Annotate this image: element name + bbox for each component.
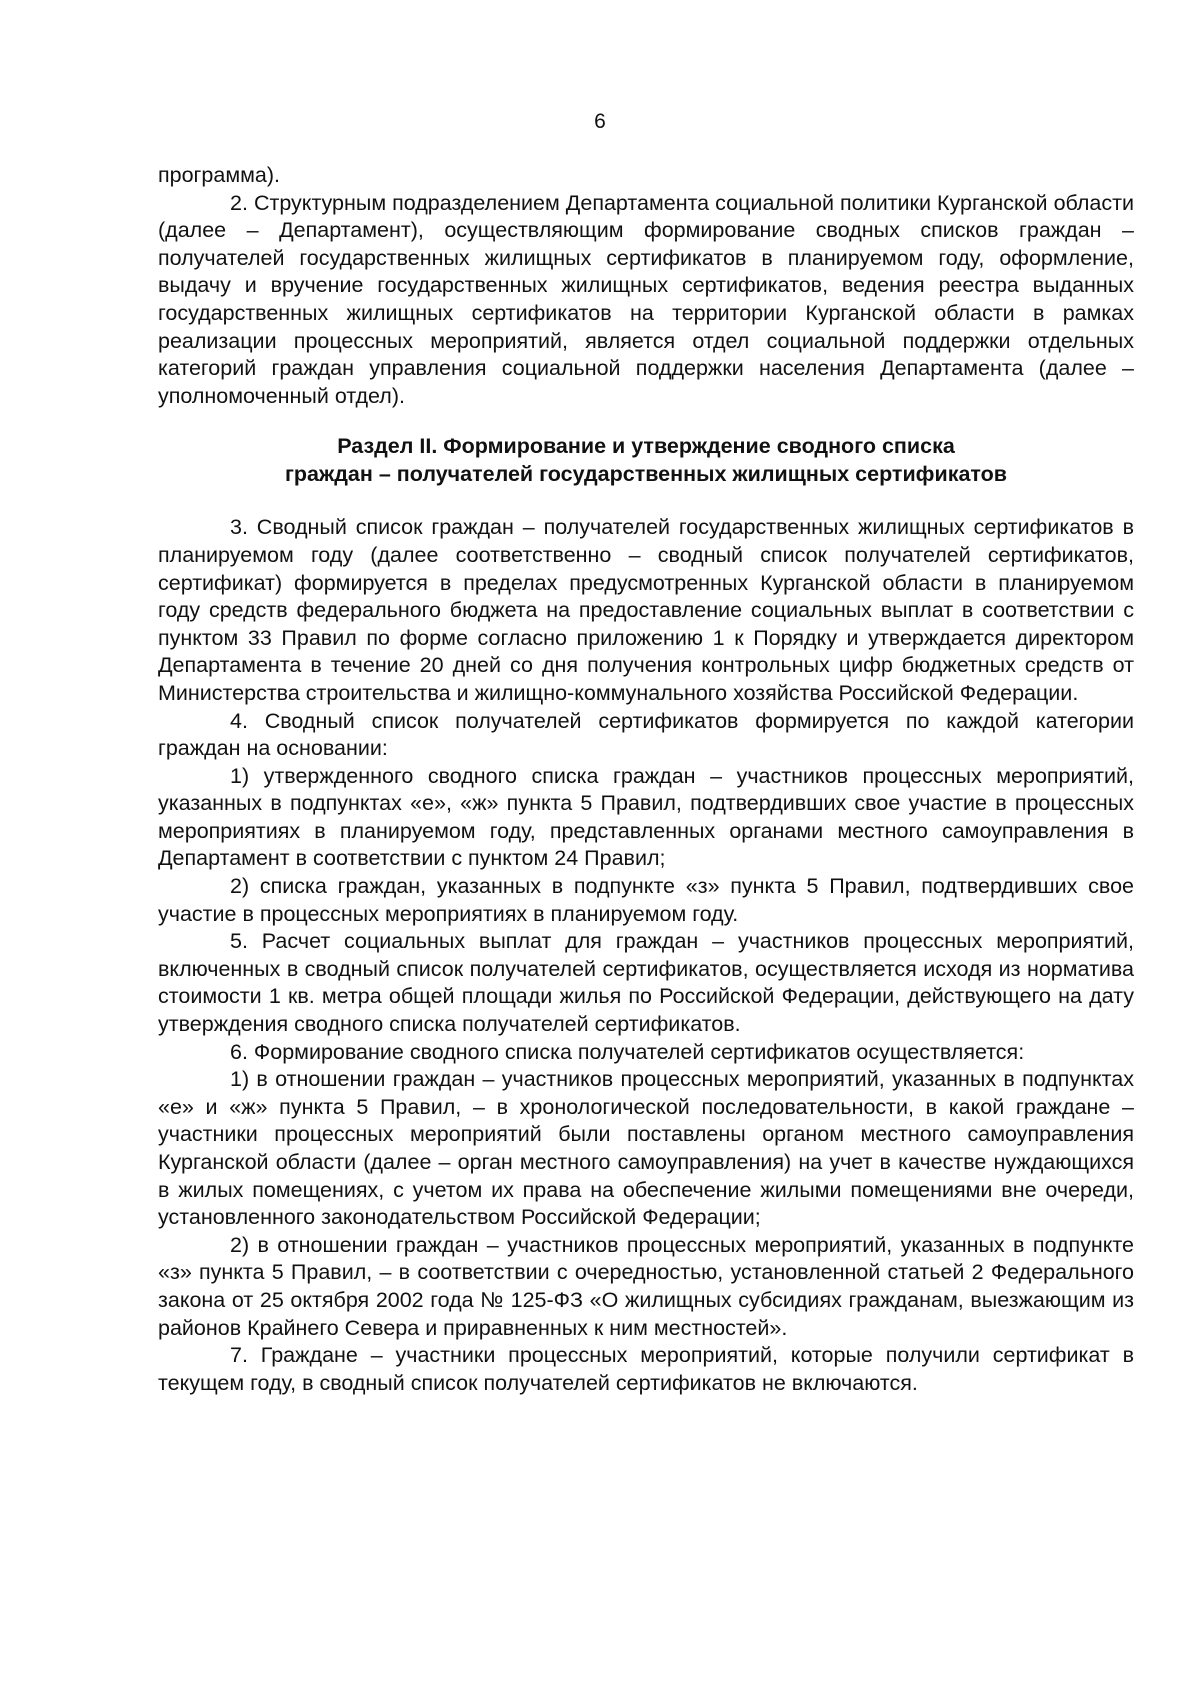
paragraph-continuation: программа). — [158, 163, 280, 187]
paragraph-5: 5. Расчет социальных выплат для граждан – участников процессных мероприятий, включенных в сводный список получателей сертификатов, осуществляется исходя из норматива стоимости 1 кв. метра общей площади жилья по Российской Федерации, действующего на дату утверждения сводного списка получателей сертификатов. — [158, 929, 1134, 1037]
paragraph-4-item-1: 1) утвержденного сводного списка граждан – участников процессных мероприятий, указанных в подпунктах «е», «ж» пункта 5 Правил, подтвердивших свое участие в процессных мероприятиях в планируемом году, представленных органами местного самоуправления в Департамент в соответствии с пунктом 24 Правил; — [158, 763, 1134, 871]
paragraph-6: 6. Формирование сводного списка получателей сертификатов осуществляется: — [230, 1039, 1025, 1064]
paragraph-3: 3. Сводный список граждан – получателей государственных жилищных сертификатов в планируемом году (далее соответственно – сводный список получателей сертификатов, сертификат) формируется в пределах предусмотренных Курганской области в планируемом году средств федерального бюджета на предоставление социальных выплат в соответствии с пунктом 33 Правил по форме согласно приложению 1 к Порядку и утверждается директором Департамента в течение 20 дней со дня получения контрольных цифр бюджетных средств от Министерства строительства и жилищно-коммунального хозяйства Российской Федерации. — [158, 515, 1134, 705]
page-number: 6 — [594, 110, 606, 133]
paragraph-2: 2. Структурным подразделением Департамента социальной политики Курганской области (далее – Департамент), осуществляющим формирование сводных списков граждан – получателей государственных жилищных сертификатов в планируемом году, оформление, выдачу и вручение государственных жилищных сертификатов, ведения реестра выданных государственных жилищных сертификатов на территории Курганской области в рамках реализации процессных мероприятий, является отдел социальной поддержки отдельных категорий граждан управления социальной поддержки населения Департамента (далее – уполномоченный отдел). — [158, 190, 1134, 408]
paragraph-6-item-1: 1) в отношении граждан – участников процессных мероприятий, указанных в подпунктах «е» и «ж» пункта 5 Правил, – в хронологической последовательности, в какой граждане – участники процессных мероприятий были поставлены органом местного самоуправления Курганской области (далее – орган местного самоуправления) на учет в качестве нуждающихся в жилых помещениях, с учетом их права на обеспечение жилыми помещениями вне очереди, установленного законодательством Российской Федерации; — [158, 1067, 1134, 1230]
section-heading-line-1: Раздел II. Формирование и утверждение сводного списка — [337, 434, 955, 459]
section-heading — [158, 432, 1134, 488]
paragraph-4: 4. Сводный список получателей сертификатов формируется по каждой категории граждан на основании: — [158, 708, 1134, 761]
paragraph-6-item-2: 2) в отношении граждан – участников процессных мероприятий, указанных в подпункте «з» пункта 5 Правил, – в соответствии с очередностью, установленной статьей 2 Федерального закона от 25 октября 2002 года № 125-ФЗ «О жилищных субсидиях гражданам, выезжающим из районов Крайнего Севера и приравненных к ним местностей». — [158, 1232, 1134, 1340]
document-body — [158, 162, 1134, 1397]
paragraph-4-item-2: 2) списка граждан, указанных в подпункте «з» пункта 5 Правил, подтвердивших свое участие в процессных мероприятиях в планируемом году. — [158, 874, 1134, 926]
section-heading-line-2: граждан – получателей государственных жилищных сертификатов — [284, 462, 1008, 487]
paragraph-7: 7. Граждане – участники процессных мероприятий, которые получили сертификат в текущем году, в сводный список получателей сертификатов не включаются. — [158, 1343, 1134, 1395]
